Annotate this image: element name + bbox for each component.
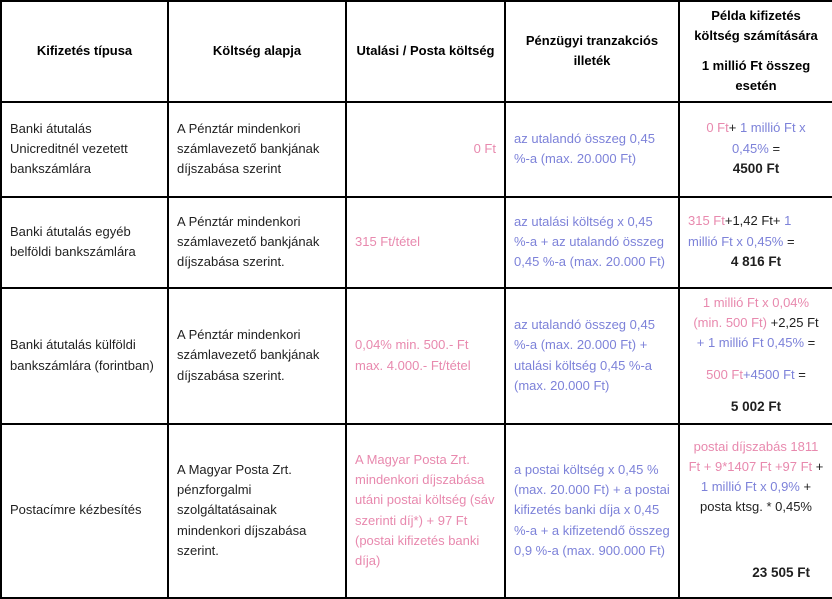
formula-segment: + posta ktsg. * 0,45% [699, 479, 812, 515]
formula-segment: = [794, 367, 806, 383]
table-row [1, 288, 832, 424]
table-row [1, 102, 832, 197]
transfer-cost-cell [346, 288, 505, 424]
table-body [1, 102, 832, 598]
cost-basis-cell: A Pénztár mindenkori számlavezető bankjának díjszabása szerint. [168, 288, 346, 424]
formula-segment: + [728, 120, 740, 136]
formula-segment: 5 002 Ft [730, 399, 782, 415]
example-cell [679, 197, 832, 288]
transfer-cost-cell [346, 424, 505, 598]
formula-segment: 315 Ft [688, 213, 725, 229]
transaction-fee-cell: az utalandó összeg 0,45 %-a (max. 20.000 Ft) + utalási költség 0,45 %-a (max. 20.000 Ft) [505, 288, 679, 424]
formula-line [688, 437, 824, 518]
cost-text: 0 Ft [473, 140, 496, 156]
transaction-fee-cell: a postai költség x 0,45 % (max. 20.000 Ft) + a postai kifizetés banki díja x 0,45 %-a + a kifizetendő összeg 0,9 %-a (max. 900.000 Ft) [505, 424, 679, 598]
header-transfer-cost: Utalási / Posta költség [346, 1, 505, 102]
formula-segment: +4500 Ft [742, 367, 795, 383]
formula-segment: = [783, 233, 795, 249]
header-example-line1: Példa kifizetés költség számítására [694, 8, 818, 44]
table-row [1, 197, 832, 288]
header-payment-type: Kifizetés típusa [1, 1, 168, 102]
formula-segment: = [768, 140, 781, 156]
formula-segment: = [804, 335, 816, 351]
payment-type-cell: Banki átutalás Unicreditnél vezetett bankszámlára [1, 102, 168, 197]
formula-line [688, 293, 824, 353]
formula-segment: 4500 Ft [732, 160, 780, 176]
transaction-fee-cell: az utalandó összeg 0,45 %-a (max. 20.000 Ft) [505, 102, 679, 197]
formula-segment: + [772, 213, 785, 229]
example-cell [679, 288, 832, 424]
formula-segment: postai díjszabás 1811 Ft + 9*1407 Ft +97 Ft [688, 438, 819, 474]
formula-segment: + 1 millió Ft 0,45% [696, 335, 805, 351]
formula-line [688, 365, 824, 385]
formula-segment: 1 millió Ft x 0,45% [731, 120, 806, 156]
formula-line [688, 252, 824, 273]
formula-segment: 500 Ft [706, 367, 743, 383]
cost-basis-cell: A Magyar Posta Zrt. pénzforgalmi szolgáltatásainak mindenkori díjszabása szerint. [168, 424, 346, 598]
example-cell [679, 424, 832, 598]
formula-segment: 0 Ft [706, 120, 729, 136]
formula-segment: 1 millió Ft x 0,9% [700, 479, 800, 495]
header-example-line2: 1 millió Ft összeg esetén [701, 58, 811, 94]
cost-basis-cell: A Pénztár mindenkori számlavezető bankjának díjszabása szerint. [168, 197, 346, 288]
formula-line [688, 397, 824, 418]
formula-segment: 4 816 Ft [730, 253, 782, 269]
formula-line [688, 159, 824, 180]
payment-type-cell: Postacímre kézbesítés [1, 424, 168, 598]
header-row [1, 1, 832, 102]
cost-text: A Magyar Posta Zrt. mindenkori díjszabása utáni postai költség (sáv szerinti díj*) + 97 Ft (postai kifizetés banki díja) [355, 452, 495, 568]
transaction-fee-cell: az utalási költség x 0,45 %-a + az utalandó összeg 0,45 %-a (max. 20.000 Ft) [505, 197, 679, 288]
table-row [1, 424, 832, 598]
header-transaction-fee: Pénzügyi tranzakciós illeték [505, 1, 679, 102]
cost-text: 0,04% min. 500.- Ft max. 4.000.- Ft/tétel [355, 337, 471, 373]
formula-segment: 23 505 Ft [752, 565, 810, 581]
transfer-cost-cell [346, 102, 505, 197]
transfer-cost-cell [346, 197, 505, 288]
cost-text: 315 Ft/tétel [355, 233, 421, 249]
payment-type-cell: Banki átutalás egyéb belföldi bankszámlára [1, 197, 168, 288]
header-cost-basis: Költség alapja [168, 1, 346, 102]
payment-type-cell: Banki átutalás külföldi bankszámlára (forintban) [1, 288, 168, 424]
formula-line [688, 211, 824, 251]
formula-segment: 1 millió Ft x 0,04% (min. 500 Ft) [693, 294, 810, 330]
formula-segment: + [812, 458, 824, 474]
formula-line [688, 563, 824, 584]
example-cell [679, 102, 832, 197]
formula-segment: +2,25 Ft [767, 314, 819, 330]
formula-line [688, 118, 824, 158]
cost-basis-cell: A Pénztár mindenkori számlavezető bankjának díjszabása szerint [168, 102, 346, 197]
formula-segment: +1,42 Ft [724, 213, 773, 229]
header-example [679, 1, 832, 102]
formula-segment: 1 millió Ft x 0,45% [688, 213, 792, 249]
